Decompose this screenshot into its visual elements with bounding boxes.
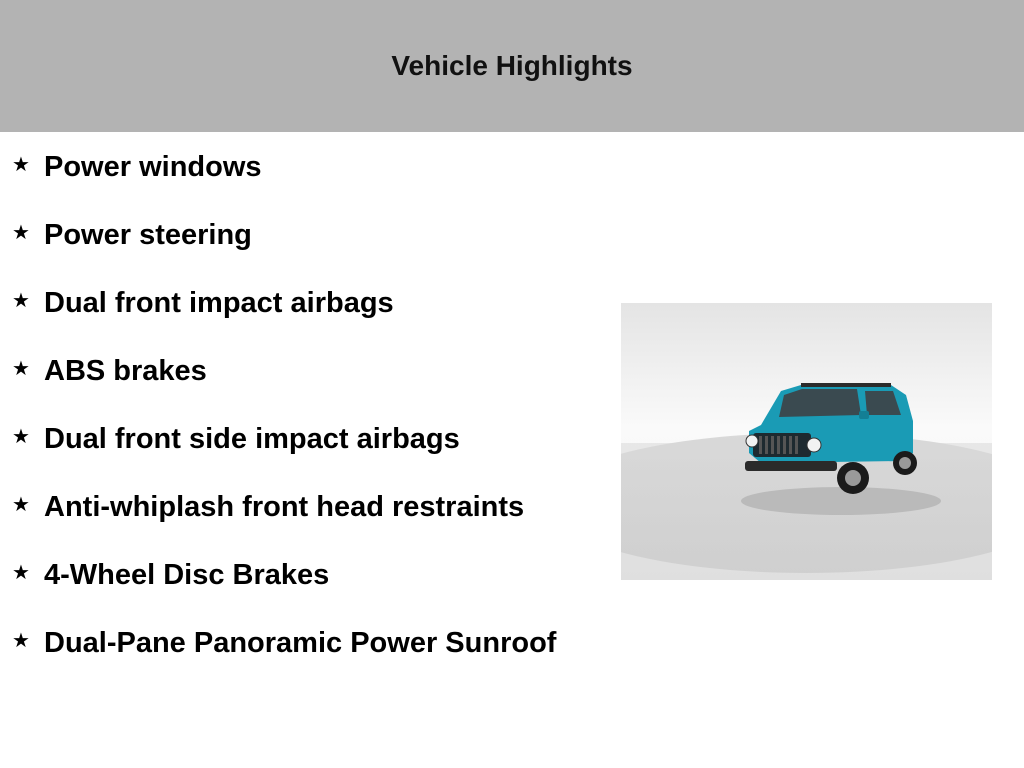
vehicle-photo <box>621 303 992 580</box>
feature-label: Dual front impact airbags <box>44 287 394 319</box>
feature-list <box>12 150 602 694</box>
feature-item <box>12 626 602 660</box>
feature-label: 4-Wheel Disc Brakes <box>44 559 330 591</box>
star-icon: ★ <box>12 426 30 448</box>
feature-item <box>12 558 602 592</box>
feature-label: Power windows <box>44 151 262 183</box>
star-icon: ★ <box>12 494 30 516</box>
star-icon: ★ <box>12 290 30 312</box>
feature-label: Dual-Pane Panoramic Power Sunroof <box>44 627 557 659</box>
feature-label: Dual front side impact airbags <box>44 423 460 455</box>
star-icon: ★ <box>12 630 30 652</box>
star-icon: ★ <box>12 562 30 584</box>
feature-label: ABS brakes <box>44 355 207 387</box>
feature-item <box>12 286 602 320</box>
feature-label: Power steering <box>44 219 252 251</box>
page-title: Vehicle Highlights <box>391 50 633 81</box>
vehicle-illustration <box>621 303 992 580</box>
feature-label: Anti-whiplash front head restraints <box>44 491 525 523</box>
star-icon: ★ <box>12 154 30 176</box>
header-bar <box>0 0 1024 132</box>
feature-item <box>12 150 602 184</box>
star-icon: ★ <box>12 358 30 380</box>
star-icon: ★ <box>12 222 30 244</box>
feature-item <box>12 218 602 252</box>
feature-item <box>12 490 602 524</box>
feature-item <box>12 422 602 456</box>
feature-item <box>12 354 602 388</box>
